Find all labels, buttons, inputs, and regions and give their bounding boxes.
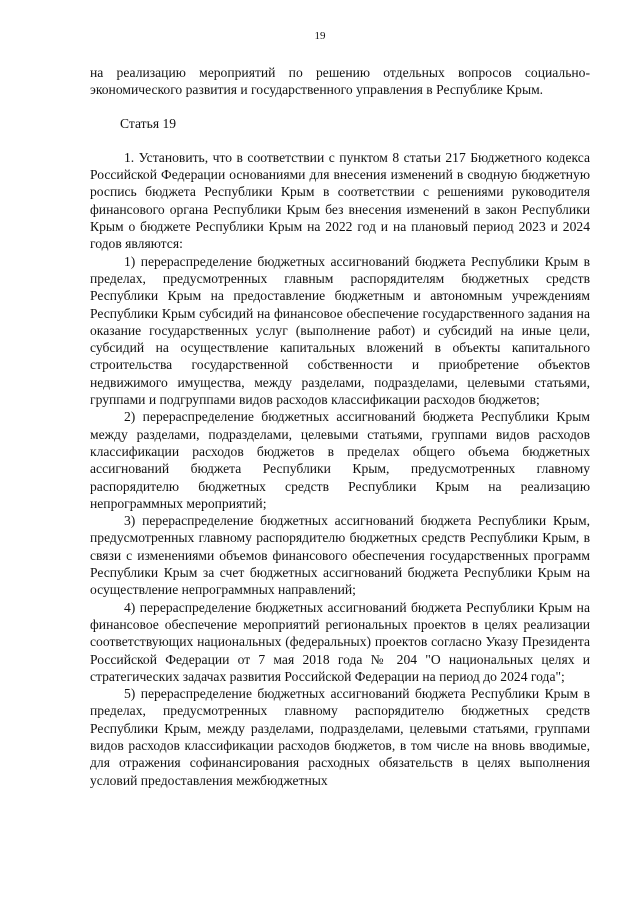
item-5-paragraph: 5) перераспределение бюджетных ассигнований бюджета Республики Крым в пределах, предусмотренных главному распорядителю бюджетных средств Республики Крым, между разделами, подразделами, целевыми статьями, группами видов расходов классификации расходов бюджетов, в том числе на вновь вводимые, для отражения софинансирования расходных обязательств в целях выполнения условий предоставления межбюджетных — [90, 686, 590, 788]
item-1-paragraph: 1) перераспределение бюджетных ассигнований бюджета Республики Крым в пределах, предусмотренных главным распорядителям бюджетных средств Республики Крым на предоставление бюджетным и автономным учреждениям Республики Крым субсидий на финансовое обеспечение государственного задания на оказание государственных услуг (выполнение работ) и субсидий на иные цели, субсидий на осуществление капитальных вложений в объекты капитального строительства государственной собственности и приобретение объектов недвижимого имущества, между разделами, подразделами, целевыми статьями, группами и подгруппами видов расходов классификации расходов бюджетов; — [90, 253, 590, 408]
page-number: 19 — [314, 30, 326, 42]
article-title: Статья 19 — [120, 115, 177, 131]
item-3-paragraph: 3) перераспределение бюджетных ассигнований бюджета Республики Крым, предусмотренных главному распорядителю бюджетных средств Республики Крым, в связи с изменениями объемов финансового обеспечения государственных программ Республики Крым за счет бюджетных ассигнований бюджета Республики Крым на осуществление непрограммных направлений; — [90, 513, 590, 598]
item-2-paragraph: 2) перераспределение бюджетных ассигнований бюджета Республики Крым между разделами, подразделами, целевыми статьями, группами видов расходов классификации расходов бюджетов в пределах общего объема бюджетных ассигнований бюджета Республики Крым, предусмотренных главному распорядителю бюджетных средств Республики Крым на реализацию непрограммных мероприятий; — [90, 409, 590, 511]
clause-1-paragraph: 1. Установить, что в соответствии с пунктом 8 статьи 217 Бюджетного кодекса Российской Федерации основаниями для внесения изменений в сводную бюджетную роспись бюджета Республики Крым в соответствии с решениями руководителя финансового органа Республики Крым без внесения изменений в закон Республики Крым о бюджете Республики Крым на 2022 год и на плановый период 2023 и 2024 годов являются: — [90, 149, 590, 252]
continuation-paragraph: на реализацию мероприятий по решению отдельных вопросов социально-экономического развития и государственного управления в Республике Крым. — [90, 65, 590, 98]
document-body — [90, 64, 590, 789]
item-4-paragraph: 4) перераспределение бюджетных ассигнований бюджета Республики Крым на финансовое обеспечение мероприятий региональных проектов в целях реализации соответствующих национальных (федеральных) проектов согласно Указу Президента Российской Федерации от 7 мая 2018 года № 204 "О национальных целях и стратегических задачах развития Российской Федерации на период до 2024 года"; — [90, 599, 590, 684]
